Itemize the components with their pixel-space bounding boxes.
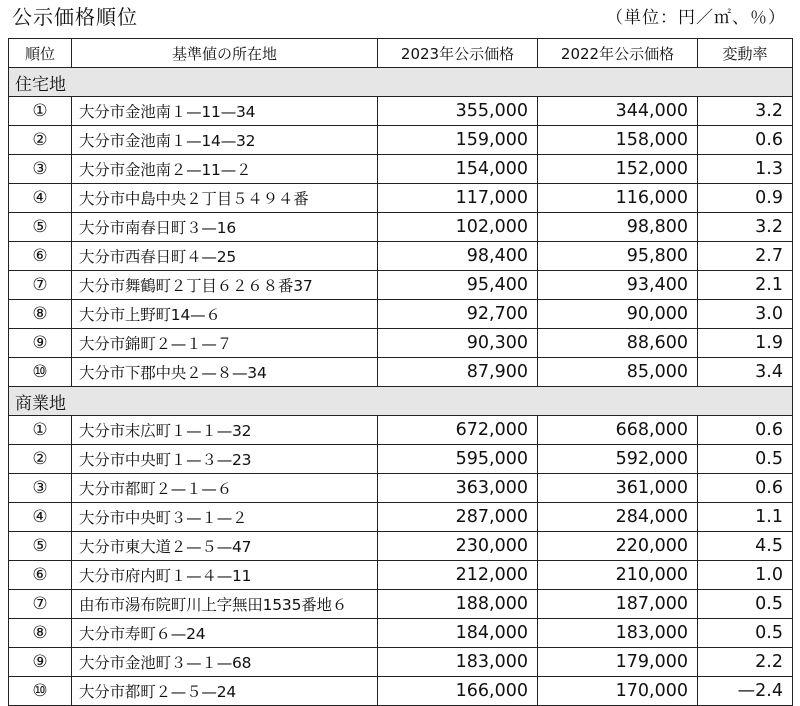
- location-cell: 大分市中央町１—３—23: [72, 445, 378, 474]
- price-2022-cell: 179,000: [538, 648, 698, 677]
- header-location: 基準値の所在地: [72, 39, 378, 68]
- price-2023-cell: 166,000: [378, 677, 538, 706]
- header-row: [9, 39, 793, 68]
- rank-cell: ⑤: [9, 532, 72, 561]
- table-row: [9, 648, 793, 677]
- change-rate-cell: 1.1: [698, 503, 793, 532]
- category-label: 住宅地: [9, 68, 793, 97]
- rank-cell: ⑩: [9, 677, 72, 706]
- rank-cell: ④: [9, 184, 72, 213]
- change-rate-cell: 2.1: [698, 271, 793, 300]
- price-ranking-table: [8, 38, 793, 706]
- rank-cell: ⑦: [9, 271, 72, 300]
- rank-cell: ②: [9, 126, 72, 155]
- table-row: [9, 358, 793, 387]
- rank-cell: ②: [9, 445, 72, 474]
- price-2023-cell: 672,000: [378, 416, 538, 445]
- price-2023-cell: 117,000: [378, 184, 538, 213]
- category-label: 商業地: [9, 387, 793, 416]
- location-cell: 大分市南春日町３—16: [72, 213, 378, 242]
- change-rate-cell: 3.2: [698, 97, 793, 126]
- change-rate-cell: 0.6: [698, 416, 793, 445]
- price-2022-cell: 210,000: [538, 561, 698, 590]
- table-row: [9, 561, 793, 590]
- header-price-2023: 2023年公示価格: [378, 39, 538, 68]
- table-row: [9, 503, 793, 532]
- rank-cell: ⑩: [9, 358, 72, 387]
- rank-cell: ⑦: [9, 590, 72, 619]
- price-2023-cell: 90,300: [378, 329, 538, 358]
- rank-cell: ⑨: [9, 648, 72, 677]
- page-title: 公示価格順位: [12, 5, 138, 29]
- change-rate-cell: 2.2: [698, 648, 793, 677]
- rank-cell: ⑥: [9, 242, 72, 271]
- price-2022-cell: 183,000: [538, 619, 698, 648]
- price-2023-cell: 287,000: [378, 503, 538, 532]
- rank-cell: ④: [9, 503, 72, 532]
- table-row: [9, 184, 793, 213]
- header-change-rate: 変動率: [698, 39, 793, 68]
- price-2022-cell: 116,000: [538, 184, 698, 213]
- location-cell: 大分市寿町６—24: [72, 619, 378, 648]
- location-cell: 大分市中島中央２丁目５４９４番: [72, 184, 378, 213]
- table-row: [9, 329, 793, 358]
- change-rate-cell: 2.7: [698, 242, 793, 271]
- change-rate-cell: 1.0: [698, 561, 793, 590]
- table-row: [9, 532, 793, 561]
- location-cell: 大分市下郡中央２—８—34: [72, 358, 378, 387]
- price-2022-cell: 85,000: [538, 358, 698, 387]
- price-2023-cell: 355,000: [378, 97, 538, 126]
- header-price-2022: 2022年公示価格: [538, 39, 698, 68]
- change-rate-cell: —2.4: [698, 677, 793, 706]
- price-2023-cell: 595,000: [378, 445, 538, 474]
- price-2022-cell: 95,800: [538, 242, 698, 271]
- table-row: [9, 677, 793, 706]
- price-2022-cell: 220,000: [538, 532, 698, 561]
- price-2022-cell: 361,000: [538, 474, 698, 503]
- table-row: [9, 445, 793, 474]
- table-row: [9, 97, 793, 126]
- change-rate-cell: 3.4: [698, 358, 793, 387]
- change-rate-cell: 1.3: [698, 155, 793, 184]
- location-cell: 大分市金池南１—14—32: [72, 126, 378, 155]
- table-row: [9, 271, 793, 300]
- table-body: [9, 68, 793, 706]
- location-cell: 大分市都町２—５—24: [72, 677, 378, 706]
- table-row: [9, 619, 793, 648]
- price-2022-cell: 90,000: [538, 300, 698, 329]
- price-2023-cell: 188,000: [378, 590, 538, 619]
- price-2022-cell: 93,400: [538, 271, 698, 300]
- price-2023-cell: 102,000: [378, 213, 538, 242]
- rank-cell: ⑧: [9, 300, 72, 329]
- location-cell: 大分市錦町２—１—７: [72, 329, 378, 358]
- change-rate-cell: 1.9: [698, 329, 793, 358]
- category-row-commercial: [9, 387, 793, 416]
- price-2022-cell: 592,000: [538, 445, 698, 474]
- category-row-residential: [9, 68, 793, 97]
- header-rank: 順位: [9, 39, 72, 68]
- price-2023-cell: 230,000: [378, 532, 538, 561]
- location-cell: 大分市金池南２—11—２: [72, 155, 378, 184]
- price-2023-cell: 184,000: [378, 619, 538, 648]
- location-cell: 大分市舞鶴町２丁目６２６８番37: [72, 271, 378, 300]
- change-rate-cell: 3.0: [698, 300, 793, 329]
- location-cell: 大分市末広町１—１—32: [72, 416, 378, 445]
- price-2023-cell: 87,900: [378, 358, 538, 387]
- price-2023-cell: 95,400: [378, 271, 538, 300]
- table-row: [9, 300, 793, 329]
- price-2023-cell: 92,700: [378, 300, 538, 329]
- change-rate-cell: 0.9: [698, 184, 793, 213]
- price-2022-cell: 344,000: [538, 97, 698, 126]
- unit-note: （単位：円／㎡、％）: [606, 8, 786, 28]
- change-rate-cell: 0.6: [698, 474, 793, 503]
- change-rate-cell: 4.5: [698, 532, 793, 561]
- price-2022-cell: 668,000: [538, 416, 698, 445]
- price-2022-cell: 158,000: [538, 126, 698, 155]
- price-2023-cell: 154,000: [378, 155, 538, 184]
- price-2023-cell: 159,000: [378, 126, 538, 155]
- rank-cell: ⑥: [9, 561, 72, 590]
- table-row: [9, 416, 793, 445]
- rank-cell: ①: [9, 416, 72, 445]
- location-cell: 大分市都町２—１—６: [72, 474, 378, 503]
- rank-cell: ⑤: [9, 213, 72, 242]
- price-2023-cell: 363,000: [378, 474, 538, 503]
- table-row: [9, 155, 793, 184]
- table-row: [9, 590, 793, 619]
- location-cell: 大分市上野町14—６: [72, 300, 378, 329]
- price-2022-cell: 284,000: [538, 503, 698, 532]
- change-rate-cell: 0.5: [698, 590, 793, 619]
- price-2022-cell: 187,000: [538, 590, 698, 619]
- price-2022-cell: 152,000: [538, 155, 698, 184]
- location-cell: 由布市湯布院町川上字無田1535番地６: [72, 590, 378, 619]
- price-2023-cell: 183,000: [378, 648, 538, 677]
- price-2022-cell: 88,600: [538, 329, 698, 358]
- table-row: [9, 213, 793, 242]
- rank-cell: ③: [9, 155, 72, 184]
- location-cell: 大分市中央町３—１—２: [72, 503, 378, 532]
- location-cell: 大分市東大道２—５—47: [72, 532, 378, 561]
- location-cell: 大分市金池南１—11—34: [72, 97, 378, 126]
- change-rate-cell: 0.6: [698, 126, 793, 155]
- rank-cell: ①: [9, 97, 72, 126]
- price-2023-cell: 212,000: [378, 561, 538, 590]
- rank-cell: ⑨: [9, 329, 72, 358]
- price-2022-cell: 170,000: [538, 677, 698, 706]
- price-2023-cell: 98,400: [378, 242, 538, 271]
- location-cell: 大分市府内町１—４—11: [72, 561, 378, 590]
- table-row: [9, 242, 793, 271]
- table-row: [9, 474, 793, 503]
- rank-cell: ⑧: [9, 619, 72, 648]
- change-rate-cell: 3.2: [698, 213, 793, 242]
- location-cell: 大分市西春日町４—25: [72, 242, 378, 271]
- change-rate-cell: 0.5: [698, 445, 793, 474]
- rank-cell: ③: [9, 474, 72, 503]
- change-rate-cell: 0.5: [698, 619, 793, 648]
- table-row: [9, 126, 793, 155]
- price-2022-cell: 98,800: [538, 213, 698, 242]
- location-cell: 大分市金池町３—１—68: [72, 648, 378, 677]
